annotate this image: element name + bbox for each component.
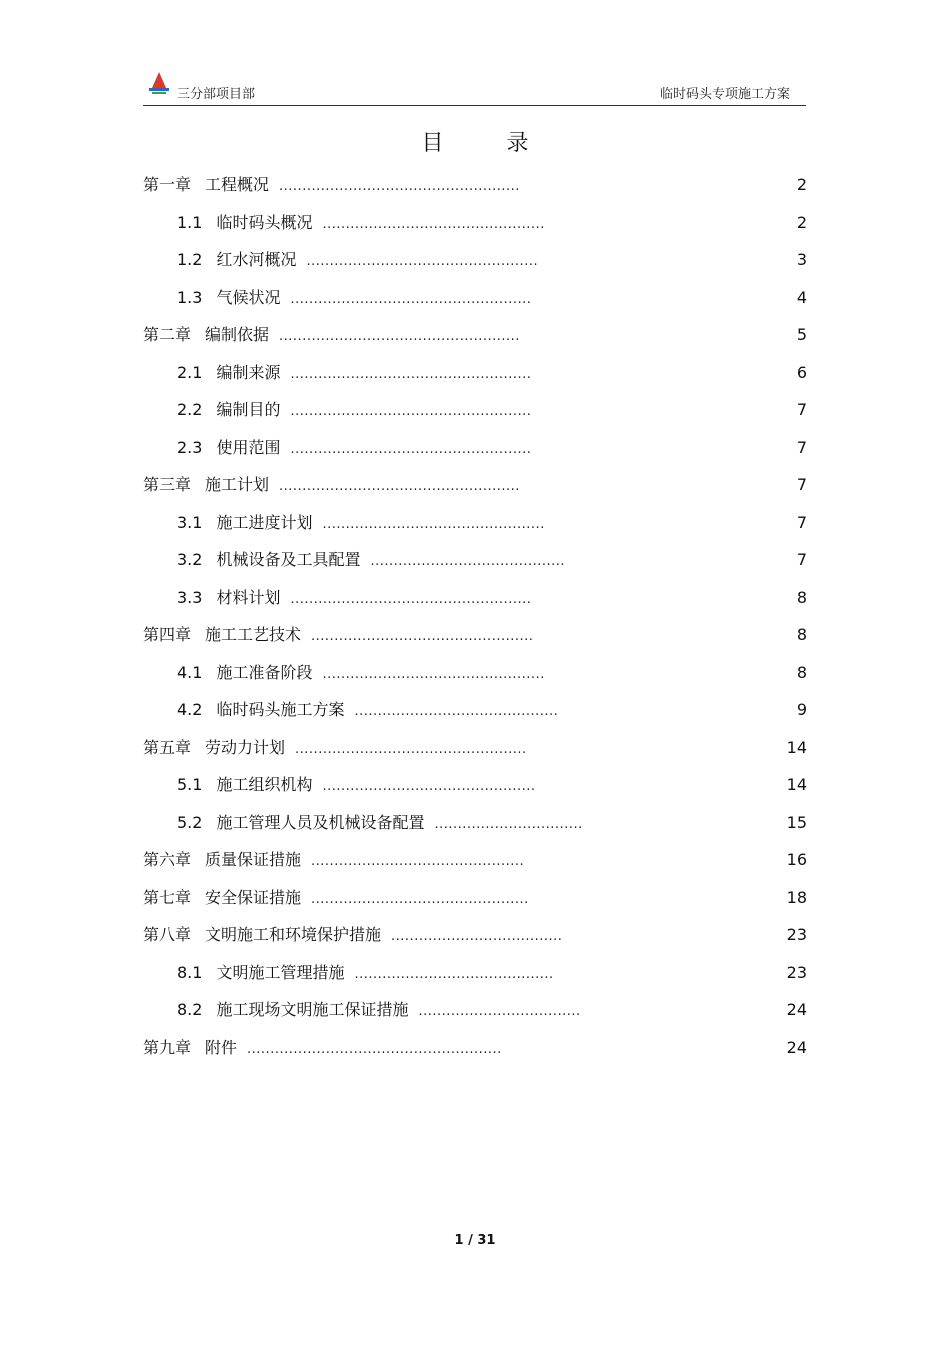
page-number: 1 / 31: [454, 1233, 496, 1248]
toc-entry-number: 第六章: [143, 850, 192, 869]
toc-entry[interactable]: [177, 398, 531, 422]
toc-entry-title: 施工准备阶段: [216, 662, 313, 682]
toc-entry-page[interactable]: 23: [786, 962, 807, 982]
toc-entry-page[interactable]: 8: [796, 625, 807, 644]
toc-entry-leader: ..........................................: [370, 554, 566, 569]
toc-entry-page[interactable]: 24: [786, 1000, 807, 1019]
toc-entry-leader: ....................................................: [290, 366, 532, 382]
toc-entry-leader: ................................: [434, 816, 583, 832]
toc-entry-title: 施工现场文明施工保证措施: [216, 1000, 409, 1019]
toc-entry-title: 工程概况: [205, 175, 270, 194]
toc-entry[interactable]: [143, 848, 524, 872]
toc-entry-page[interactable]: 3: [796, 250, 807, 269]
toc-entry-number: 1.1: [177, 212, 203, 232]
toc-entry-number: 第二章: [143, 325, 192, 344]
toc-entry-leader: ...............................................: [311, 891, 529, 907]
toc-entry-number: 第三章: [143, 475, 192, 494]
toc-entry-number: 第九章: [143, 1037, 192, 1057]
toc-entry-title: 临时码头施工方案: [216, 700, 345, 719]
toc-entry-title: 文明施工管理措施: [216, 962, 345, 982]
toc-entry[interactable]: [177, 211, 545, 235]
toc-entry-leader: ....................................................: [290, 591, 532, 607]
toc-entry-page[interactable]: 2: [796, 175, 807, 194]
toc-entry-title: 材料计划: [216, 587, 281, 607]
toc-entry-title: 编制目的: [216, 400, 281, 419]
toc-entry-leader: ..............................................: [322, 779, 536, 794]
toc-entry-number: 2.2: [177, 400, 203, 419]
toc-entry-leader: ....................................................: [290, 404, 532, 419]
toc-entry-page[interactable]: 8: [796, 587, 807, 607]
toc-entry-number: 8.2: [177, 1000, 203, 1019]
toc-entry-title: 机械设备及工具配置: [216, 550, 361, 569]
toc-entry-title: 临时码头概况: [216, 212, 313, 232]
toc-entry-page[interactable]: 8: [796, 662, 807, 682]
toc-entry-page[interactable]: 16: [786, 850, 807, 869]
toc-entry-leader: ....................................................: [279, 179, 520, 194]
toc-entry-page[interactable]: 7: [796, 437, 807, 457]
toc-entry-page[interactable]: 7: [796, 400, 807, 419]
toc-entry-title: 文明施工和环境保护措施: [205, 925, 382, 944]
header-right-text: 临时码头专项施工方案: [659, 87, 790, 102]
toc-entry[interactable]: [143, 1036, 502, 1060]
toc-entry[interactable]: [177, 548, 565, 572]
toc-entry-page[interactable]: 5: [796, 325, 807, 344]
toc-entry[interactable]: [143, 886, 529, 910]
toc-entry[interactable]: [143, 173, 520, 197]
toc-entry-page[interactable]: 2: [796, 212, 807, 232]
toc-entry-page[interactable]: 14: [786, 737, 807, 757]
header-left-text: 三分部项目部: [177, 87, 256, 102]
toc-entry-page[interactable]: 4: [796, 287, 807, 307]
toc-entry-title: 红水河概况: [216, 250, 297, 269]
toc-entry-page[interactable]: 24: [786, 1037, 807, 1057]
toc-entry-number: 第七章: [143, 887, 192, 907]
toc-entry-leader: ................................................: [322, 666, 545, 682]
toc-entry[interactable]: [177, 361, 531, 385]
toc-entry-title: 施工计划: [205, 475, 270, 494]
toc-entry-title: 附件: [205, 1037, 238, 1057]
toc-entry[interactable]: [177, 811, 583, 835]
toc-entry-page[interactable]: 15: [786, 812, 807, 832]
toc-entry-title: 使用范围: [216, 437, 281, 457]
toc-entry-leader: ..................................................: [306, 254, 539, 269]
toc-entry-number: 第一章: [143, 175, 192, 194]
toc-entry-page[interactable]: 23: [786, 925, 807, 944]
toc-entry-page[interactable]: 6: [796, 362, 807, 382]
toc-entry-page[interactable]: 14: [786, 775, 807, 794]
toc-entry-title: 编制依据: [205, 325, 270, 344]
toc-entry-title: 编制来源: [216, 362, 281, 382]
toc-entry-number: 2.3: [177, 437, 203, 457]
toc-entry[interactable]: [143, 473, 520, 497]
toc-entry-page[interactable]: 18: [786, 887, 807, 907]
toc-entry-title: 施工工艺技术: [205, 625, 302, 644]
toc-entry-leader: ....................................................: [279, 479, 520, 494]
toc-entry-page[interactable]: 7: [796, 550, 807, 569]
toc-entry[interactable]: [177, 998, 581, 1022]
toc-entry[interactable]: [177, 961, 554, 985]
toc-entry-leader: ....................................................: [290, 441, 532, 457]
toc-entry-number: 3.1: [177, 512, 203, 532]
toc-entry-page[interactable]: 7: [796, 512, 807, 532]
toc-entry-leader: ....................................................: [279, 329, 520, 344]
toc-entry-number: 4.1: [177, 662, 203, 682]
toc-entry[interactable]: [177, 773, 536, 797]
toc-entry-number: 5.2: [177, 812, 203, 832]
toc-entry-leader: ................................................: [311, 629, 534, 644]
toc-entry-page[interactable]: 9: [796, 700, 807, 719]
toc-entry[interactable]: [177, 698, 558, 722]
toc-entry-number: 8.1: [177, 962, 203, 982]
toc-entry-leader: .......................................................: [247, 1041, 502, 1057]
toc-entry-number: 1.2: [177, 250, 203, 269]
toc-entry-leader: ................................................: [322, 516, 545, 532]
toc-entry-title: 施工管理人员及机械设备配置: [216, 812, 425, 832]
toc-title: 目 录: [421, 131, 557, 156]
toc-entry-number: 第八章: [143, 925, 192, 944]
toc-entry-leader: .....................................: [391, 929, 563, 944]
toc-entry[interactable]: [177, 436, 531, 460]
toc-entry[interactable]: [177, 248, 538, 272]
toc-entry-number: 5.1: [177, 775, 203, 794]
toc-entry-leader: ...................................: [418, 1004, 581, 1019]
toc-entry-leader: ..............................................: [311, 854, 525, 869]
toc-entry[interactable]: [177, 661, 545, 685]
toc-entry-number: 2.1: [177, 362, 203, 382]
toc-entry-leader: ............................................: [354, 704, 559, 719]
toc-entry-title: 劳动力计划: [205, 737, 286, 757]
toc-entry-number: 3.3: [177, 587, 203, 607]
toc-entry[interactable]: [177, 511, 545, 535]
toc-entry[interactable]: [177, 286, 531, 310]
toc-entry[interactable]: [177, 586, 531, 610]
toc-entry-leader: ....................................................: [290, 291, 532, 307]
toc-entry-number: 4.2: [177, 700, 203, 719]
toc-entry-number: 第五章: [143, 737, 192, 757]
toc-entry-title: 安全保证措施: [205, 887, 302, 907]
toc-entry-page[interactable]: 7: [796, 475, 807, 494]
toc-entry-title: 气候状况: [216, 287, 281, 307]
toc-entry[interactable]: [143, 923, 562, 947]
toc-entry-leader: ..................................................: [295, 741, 527, 757]
toc-entry-number: 第四章: [143, 625, 192, 644]
toc-entry[interactable]: [143, 736, 527, 760]
toc-entry[interactable]: [143, 623, 533, 647]
toc-entry-title: 施工进度计划: [216, 512, 313, 532]
toc-entry-title: 施工组织机构: [216, 775, 313, 794]
toc-entry-title: 质量保证措施: [205, 850, 302, 869]
toc-entry-number: 3.2: [177, 550, 203, 569]
toc-entry[interactable]: [143, 323, 520, 347]
toc-entry-leader: ................................................: [322, 216, 545, 232]
toc-entry-number: 1.3: [177, 287, 203, 307]
toc-entry-leader: ...........................................: [354, 966, 554, 982]
